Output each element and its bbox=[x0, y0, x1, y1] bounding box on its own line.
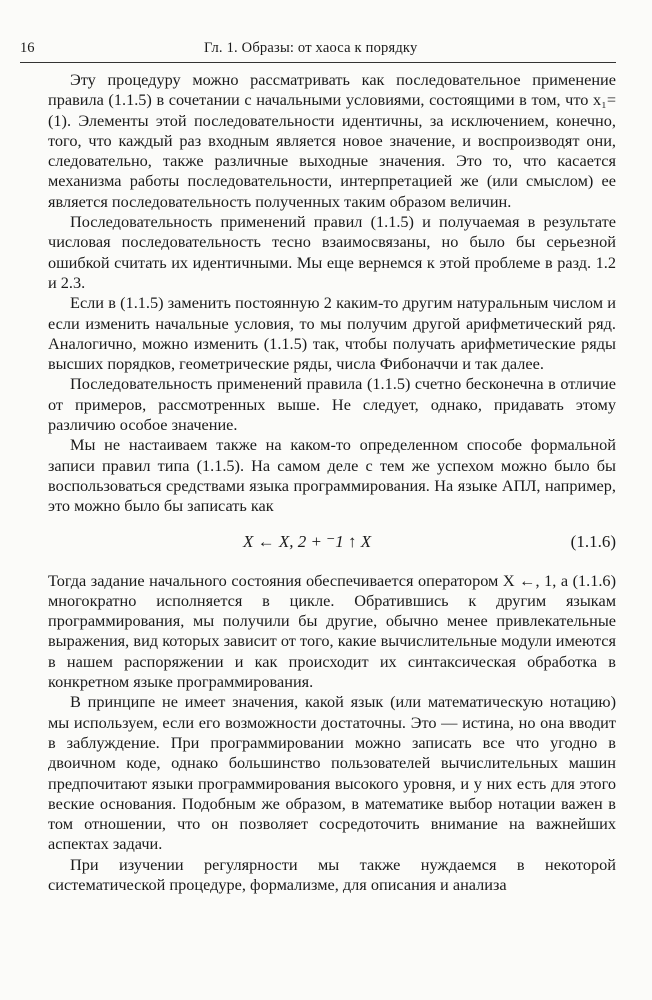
running-title: Гл. 1. Образы: от хаоса к порядку bbox=[204, 40, 418, 56]
paragraph-6: Тогда задание начального состояния обеспечивается оператором X ←, 1, а (1.1.6) многократно исполняется в цикле. Обратившись к другим языкам программирования, мы получили бы другие, обычно менее привлекательные выражения, вид которых зависит от того, какие вычислительные модули имеются в нашем распоряжении и как происходит их синтаксическая обработка в конкретном языке программирования. bbox=[48, 570, 616, 692]
formula-expression: X ← X, 2 + ⁻1 ↑ X bbox=[243, 531, 372, 551]
formula-label: (1.1.6) bbox=[570, 531, 616, 551]
running-header bbox=[20, 38, 616, 63]
formula-block bbox=[48, 517, 616, 571]
paragraph-2: Последовательность применений правил (1.1.5) и получаемая в результате числовая последовательность тесно взаимосвязаны, но было бы серьезной ошибкой считать их идентичными. Мы еще вернемся к этой проблеме в разд. 1.2 и 2.3. bbox=[48, 212, 616, 292]
paragraph-1: Эту процедуру можно рассматривать как последовательное применение правила (1.1.5) в сочетании с начальными условиями, состоящими в том, что x₁=(1). Элементы этой последовательности идентичны, за исключением, конечно, того, что каждый раз входным является новое значение, и воспроизводят они, следовательно, также различные выходные значения. Это то, что касается механизма работы последовательности, интерпретацией же (или смыслом) ее является последовательность полученных таким образом величин. bbox=[48, 70, 616, 211]
paragraph-5: Мы не настаиваем также на каком-то определенном способе формальной записи правил типа (1.1.5). На самом деле с тем же успехом можно было бы воспользоваться средствами языка программирования. На языке АПЛ, например, это можно было бы записать как bbox=[48, 435, 616, 516]
page-number: 16 bbox=[20, 40, 35, 56]
page-body bbox=[48, 70, 616, 895]
paragraph-3: Если в (1.1.5) заменить постоянную 2 каким-то другим натуральным числом и если изменить начальные условия, то мы получим другой арифметический ряд. Аналогично, можно изменить (1.1.5) так, чтобы получать арифметические ряды высших порядков, геометрические ряды, числа Фибоначчи и так далее. bbox=[48, 293, 616, 374]
paragraph-4: Последовательность применений правила (1.1.5) счетно бесконечна в отличие от примеров, рассмотренных выше. Не следует, однако, придавать этому различию особое значение. bbox=[48, 374, 616, 435]
paragraph-8: При изучении регулярности мы также нуждаемся в некоторой систематической процедуре, формализме, для описания и анализа bbox=[48, 854, 616, 894]
paragraph-7: В принципе не имеет значения, какой язык (или математическую нотацию) мы используем, если его возможности достаточны. Это — истина, но она вводит в заблуждение. При программировании можно записать все что угодно в двоичном коде, однако большинство пользователей вычислительных машин предпочитают языки программирования высокого уровня, и у них есть для этого веские основания. Подобным же образом, в математике выбор нотации важен в том отношении, что он позволяет сосредоточить внимание на важнейших аспектах задачи. bbox=[48, 692, 616, 854]
